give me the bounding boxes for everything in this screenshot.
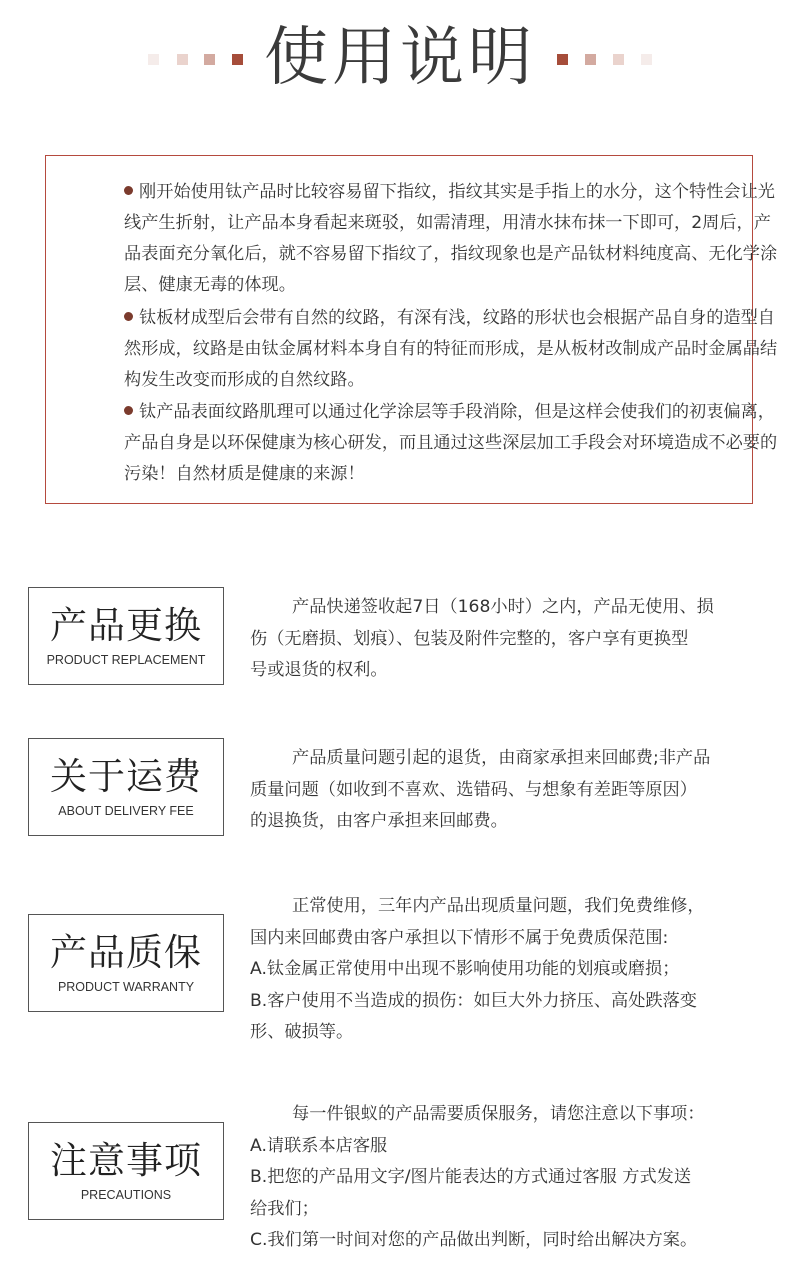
section-text-warranty: 正常使用，三年内产品出现质量问题，我们免费维修， 国内来回邮费由客户承担以下情形不属于免费质保范围: A.钛金属正常使用中出现不影响使用功能的划痕或磨损； B.客户使用不当造成的损伤：如巨大外力挤压、高处跌落变 形、破损等。 [250, 896, 705, 1042]
decor-dot [585, 54, 596, 65]
section-text-replacement: 产品快递签收起7日（168小时）之内，产品无使用、损 伤（无磨损、划痕）、包装及附件完整的，客户享有更换型 号或退货的权利。 [250, 597, 714, 680]
notice-paragraph: 钛产品表面纹路肌理可以通过化学涂层等手段消除，但是这样会使我们的初衷偏离，产品自身是以环保健康为核心研发，而且通过这些深层加工手段会对环境造成不必要的污染！自然材质是健康的来源！ [124, 402, 778, 484]
section-text-precautions: 每一件银蚁的产品需要质保服务，请您注意以下事项： A.请联系本店客服 B.把您的产品用文字/图片能表达的方式通过客服 方式发送 给我们； C.我们第一时间对您的产品做出判断，同时给出解决方案。 [250, 1104, 705, 1250]
bullet-icon [124, 406, 133, 415]
section-label-precautions [28, 1122, 224, 1220]
section-subtitle: PRODUCT REPLACEMENT [46, 653, 206, 667]
section-label-replacement [28, 587, 224, 685]
bullet-icon [124, 312, 133, 321]
section-title: 产品质保 [50, 931, 202, 974]
section-text-delivery-fee: 产品质量问题引起的退货，由商家承担来回邮费;非产品 质量问题（如收到不喜欢、选错码、与想象有差距等原因） 的退换货，由客户承担来回邮费。 [250, 748, 711, 831]
page-title: 使用说明 [264, 21, 536, 95]
section-label-delivery-fee [28, 738, 224, 836]
section-subtitle: PRECAUTIONS [80, 1188, 172, 1202]
section-subtitle: ABOUT DELIVERY FEE [58, 804, 194, 818]
bullet-icon [124, 186, 133, 195]
section-title: 关于运费 [50, 755, 202, 798]
section-subtitle: PRODUCT WARRANTY [57, 980, 195, 994]
section-label-warranty [28, 914, 224, 1012]
decor-dot [557, 54, 568, 65]
notice-box [45, 155, 778, 504]
section-title: 注意事项 [50, 1139, 202, 1182]
notice-paragraph: 钛板材成型后会带有自然的纹路，有深有浅，纹路的形状也会根据产品自身的造型自然形成，纹路是由钛金属材料本身自有的特征而形成，是从板材改制成产品时金属晶结构发生改变而形成的自然纹路。 [124, 308, 778, 390]
page-header [0, 14, 800, 109]
decor-dot [613, 54, 624, 65]
notice-paragraph: 刚开始使用钛产品时比较容易留下指纹，指纹其实是手指上的水分，这个特性会让光线产生折射，让产品本身看起来斑驳，如需清理，用清水抹布抹一下即可，2周后，产品表面充分氧化后，就不容易留下指纹了，指纹现象也是产品钛材料纯度高、无化学涂层、健康无毒的体现。 [124, 182, 778, 295]
decor-dot [641, 54, 652, 65]
section-title: 产品更换 [50, 604, 202, 647]
